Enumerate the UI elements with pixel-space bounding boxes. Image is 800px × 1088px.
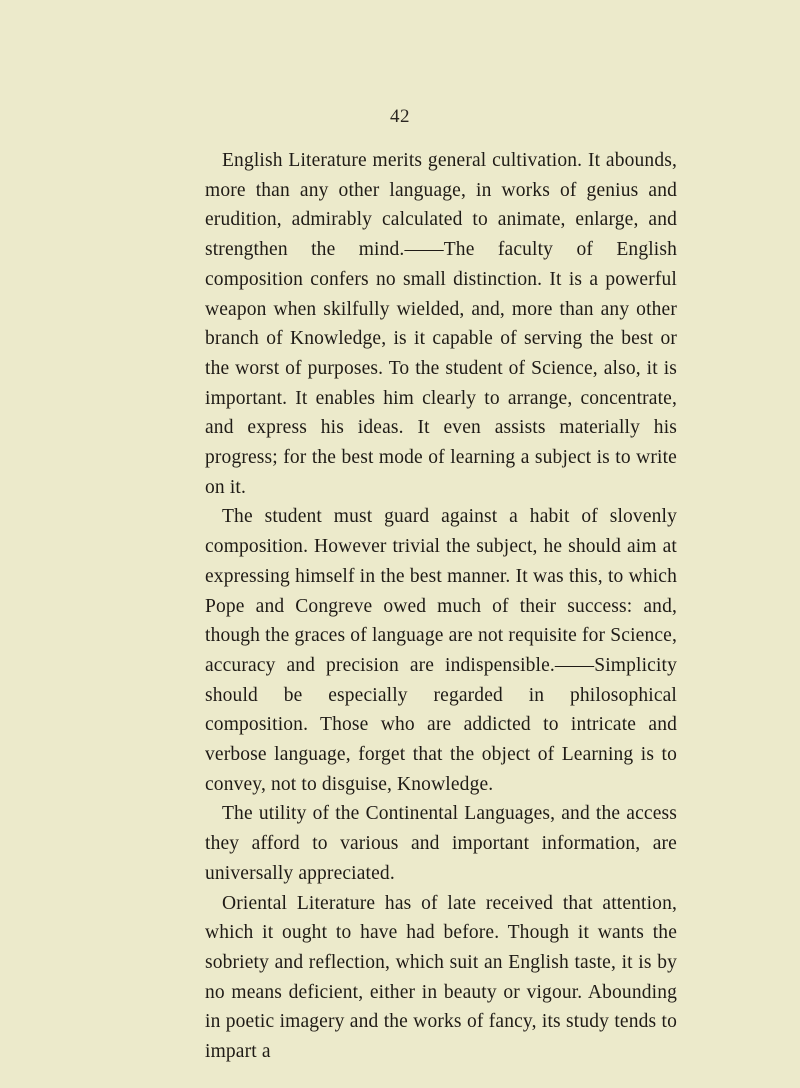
paragraph-continental-languages: The utility of the Continental Languages, and the access they afford to various and important information, are universally appreciated. bbox=[205, 803, 677, 884]
paragraph-english-literature: English Literature merits general cultivation. It abounds, more than any other language, in works of genius and erudition, admirably calculated to animate, enlarge, and strengthen the mind.——The faculty of English composition confers no small distinction. It is a powerful weapon when skilfully wielded, and, more than any other branch of Knowledge, is it capable of serving the best or the worst of purposes. To the student of Science, also, it is important. It enables him clearly to arrange, concentrate, and express his ideas. It even assists materially his progress; for the best mode of learning a subject is to write on it. bbox=[205, 150, 677, 498]
paragraph-oriental-literature: Oriental Literature has of late received that attention, which it ought to have had before. Though it wants the sobriety and reflection, which suit an English taste, it is by no means deficient, either in beauty or vigour. Abounding in poetic imagery and the works of fancy, its study tends to impart a bbox=[205, 892, 677, 1063]
paragraph-composition: The student must guard against a habit of slovenly composition. However trivial the subject, he should aim at expressing himself in the best manner. It was this, to which Pope and Congreve owed much of their success: and, though the graces of language are not requisite for Science, accuracy and precision are indispensible.——Simplicity should be especially regarded in philosophical composition. Those who are addicted to intricate and verbose language, forget that the object of Learning is to convey, not to disguise, Knowledge. bbox=[205, 506, 677, 795]
page-number: 42 bbox=[390, 106, 410, 127]
body-text bbox=[205, 146, 677, 1067]
